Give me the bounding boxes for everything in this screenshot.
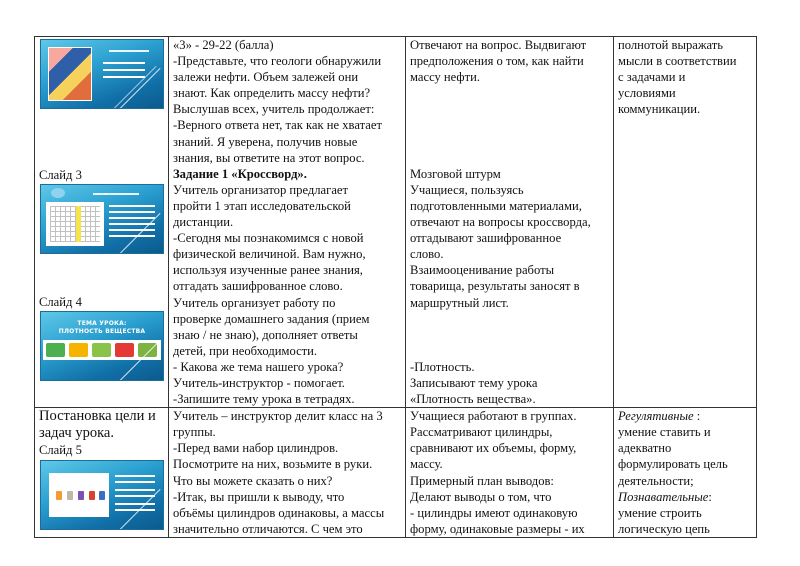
crossword-grid	[46, 202, 104, 246]
text-line: Учащиеся, пользуясь	[410, 182, 524, 197]
text-line: физической величиной. Вам нужно,	[173, 247, 366, 262]
slide-4-thumbnail	[40, 311, 164, 381]
text-line: Записывают тему урока	[410, 375, 538, 390]
text-line: -Запишите тему урока в тетрадях.	[173, 392, 355, 407]
student-activity-cell	[406, 408, 614, 538]
text-line: логическую цепь	[618, 521, 710, 536]
text-line: слово.	[410, 247, 444, 262]
cylinder-icon	[67, 491, 73, 500]
text-line: Что вы можете сказать о них?	[173, 473, 333, 488]
text-line: Задание 1 «Кроссворд».	[173, 166, 307, 181]
text-line: Отвечают на вопрос. Выдвигают	[410, 38, 587, 52]
text-line: пройти 1 этап исследовательской	[173, 198, 351, 213]
text-line: -Сегодня мы познакомимся с новой	[173, 231, 364, 246]
text-line: -Плотность.	[410, 359, 475, 374]
slide-4-title-line1: ТЕМА УРОКА:	[77, 320, 127, 328]
text-line: умение ставить и	[618, 425, 711, 440]
slide-4-title-line2: ПЛОТНОСТЬ ВЕЩЕСТВА	[58, 328, 146, 336]
text-line: массу нефти.	[410, 70, 480, 85]
slide-3-label: Слайд 3	[39, 168, 82, 182]
text-line: Учитель – инструктор делит класс на 3	[173, 409, 383, 424]
text-line: адекватно	[618, 441, 672, 456]
text-line: Учитель организатор предлагает	[173, 182, 348, 197]
text-line: -Верного ответа нет, так как не хватает	[173, 118, 382, 133]
text-line: Делают выводы о том, что	[410, 489, 552, 504]
uud-cell	[614, 37, 757, 408]
text-line: Примерный план выводов:	[410, 473, 554, 488]
text-line: сравнивают их объемы, форму,	[410, 441, 577, 456]
cylinder-icon	[56, 491, 62, 500]
text-line: Учащиеся работают в группах.	[410, 409, 577, 424]
regulative-heading: Регулятивные :	[618, 409, 701, 424]
slides-cell	[35, 37, 169, 408]
text-line: коммуникации.	[618, 102, 701, 117]
text-line: проверке домашнего задания (прием	[173, 311, 370, 326]
children-illustration	[48, 47, 92, 101]
text-line: объёмы цилиндров одинаковы, а массы	[173, 505, 385, 520]
cylinder-icon	[99, 491, 105, 500]
text-line: группы.	[173, 425, 216, 440]
text-line: подготовленными материалами,	[410, 198, 582, 213]
teacher-activity-cell	[169, 37, 406, 408]
lesson-plan-table	[34, 36, 757, 538]
text-line: массу.	[410, 457, 443, 472]
text-line: отгадать зашифрованное слово.	[173, 279, 343, 294]
stage-title-line2: задач урока.	[39, 425, 114, 442]
cognitive-heading: Познавательные:	[618, 489, 712, 504]
slide-3-thumbnail	[40, 184, 164, 254]
slide-5-thumbnail	[40, 460, 164, 530]
text-line: Учитель организует работу по	[173, 295, 336, 310]
text-line: отгадывают зашифрованное	[410, 231, 562, 246]
text-line: формулировать цель	[618, 457, 728, 472]
text-line: знают. Как определить массу нефти?	[173, 86, 371, 101]
text-line: знаю / не знаю), дополняет ответы	[173, 327, 358, 342]
slide-4-label: Слайд 4	[39, 295, 82, 310]
text-line: детей, при необходимости.	[173, 343, 318, 358]
text-line: Выслушав всех, учитель продолжает:	[173, 102, 375, 117]
table-row	[35, 37, 757, 408]
uud-cell	[614, 408, 757, 538]
text-line: Посмотрите на них, возьмите в руки.	[173, 457, 373, 472]
text-line: Мозговой штурм	[410, 166, 501, 181]
text-line: товарища, результаты заносят в	[410, 279, 580, 294]
student-activity-cell	[406, 37, 614, 408]
text-line: полнотой выражать	[618, 38, 724, 52]
text-line: знания, вы ответите на этот вопрос.	[173, 150, 365, 165]
text-line: «3» - 29-22 (балла)	[173, 38, 274, 52]
text-line: - Какова же тема нашего урока?	[173, 359, 344, 374]
text-line: значительно отличаются. С чем это	[173, 521, 363, 536]
text-line: дистанции.	[173, 215, 234, 230]
train-engine-icon	[46, 343, 65, 357]
text-line: Учитель-инструктор - помогает.	[173, 375, 345, 390]
text-line: -Представьте, что геологи обнаружили	[173, 54, 382, 69]
text-line: используя изученные ранее знания,	[173, 263, 363, 278]
text-line: маршрутный лист.	[410, 295, 509, 310]
text-line: Взаимооценивание работы	[410, 263, 555, 278]
text-line: знаний. Я уверена, получив новые	[173, 134, 358, 149]
stage-title-line1: Постановка цели и	[39, 408, 156, 425]
cylinder-icon	[78, 491, 84, 500]
text-line: с задачами и	[618, 70, 686, 85]
text-line: - цилиндры имеют одинаковую	[410, 505, 578, 520]
text-line: деятельности;	[618, 473, 694, 488]
text-line: условиями	[618, 86, 676, 101]
text-line: умение строить	[618, 505, 702, 520]
text-line: Рассматривают цилиндры,	[410, 425, 553, 440]
text-line: -Итак, вы пришли к выводу, что	[173, 489, 345, 504]
text-line: «Плотность вещества».	[410, 392, 536, 407]
slide-2-thumbnail	[40, 39, 164, 109]
text-line: мысли в соответствии	[618, 54, 737, 69]
text-line: отвечают на вопросы кроссворда,	[410, 215, 591, 230]
text-line: залежи нефти. Объем залежей они	[173, 70, 359, 85]
badge-icon	[51, 188, 65, 198]
cylinder-icon	[89, 491, 95, 500]
text-line: предположения о том, как найти	[410, 54, 584, 69]
text-line: -Перед вами набор цилиндров.	[173, 441, 339, 456]
slide-5-label: Слайд 5	[39, 443, 82, 458]
stage-cell	[35, 408, 169, 538]
teacher-activity-text	[173, 37, 401, 407]
text-line: форму, одинаковые размеры - их	[410, 521, 585, 536]
teacher-activity-cell	[169, 408, 406, 538]
table-row	[35, 408, 757, 538]
